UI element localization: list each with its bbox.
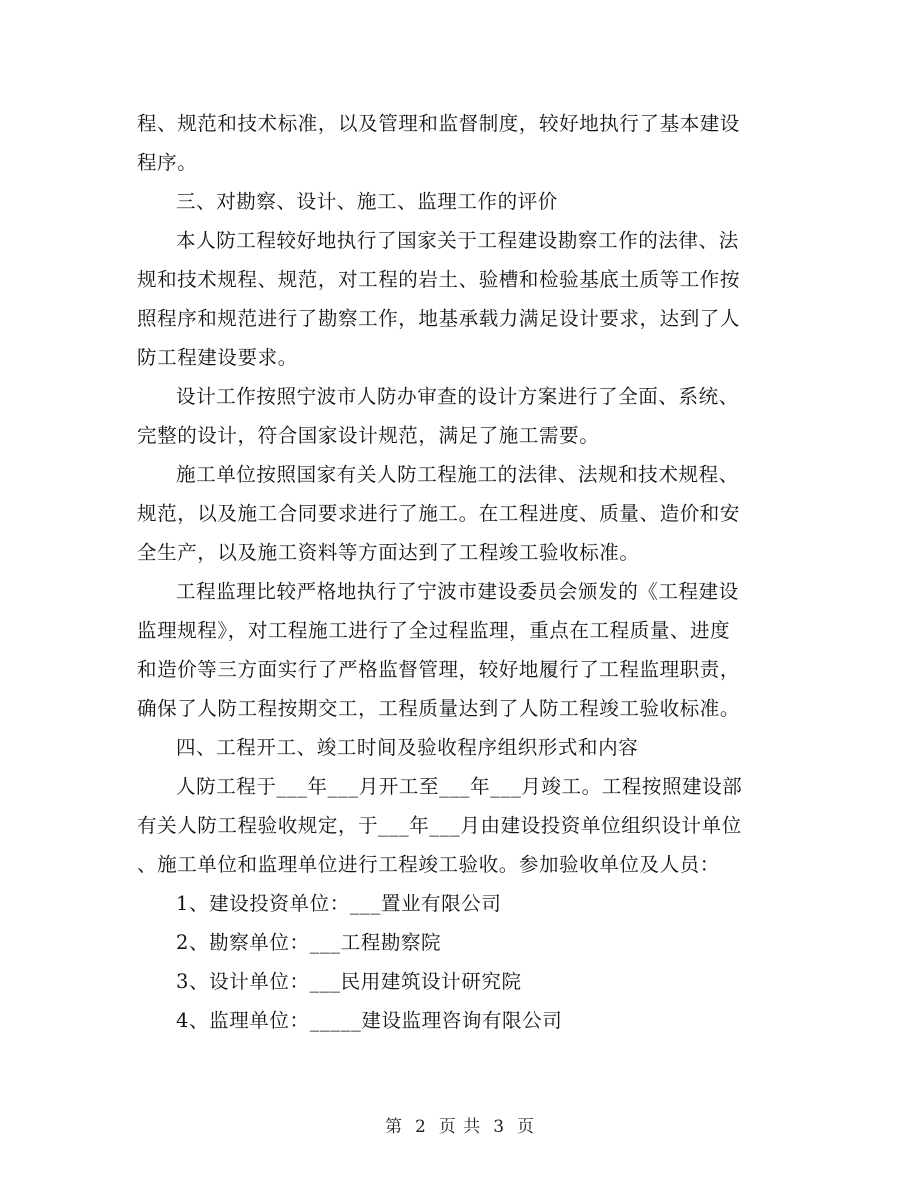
text-line: 程、规范和技术标准，以及管理和监督制度，较好地执行了基本建设 (137, 112, 741, 135)
text-line: 四、工程开工、竣工时间及验收程序组织形式和内容 (176, 736, 639, 759)
text-line: 、施工单位和监理单位进行工程竣工验收。参加验收单位及人员： (137, 853, 720, 876)
document-body (137, 104, 787, 1040)
text-line: 2、勘察单位：___工程勘察院 (176, 931, 442, 954)
text-line: 3、设计单位：___民用建筑设计研究院 (176, 970, 522, 993)
text-line: 本人防工程较好地执行了国家关于工程建设勘察工作的法律、法 (176, 229, 739, 252)
footer-middle: 页 共 (438, 1117, 482, 1137)
footer-prefix: 第 (384, 1117, 403, 1137)
text-line: 完整的设计，符合国家设计规范，满足了施工需要。 (137, 424, 600, 447)
text-line: 规范，以及施工合同要求进行了施工。在工程进度、质量、造价和安 (137, 502, 741, 525)
footer-page-number: 2 (414, 1117, 427, 1137)
text-line: 有关人防工程验收规定，于___年___月由建设投资单位组织设计单位 (137, 814, 742, 837)
text-line: 人防工程于___年___月开工至___年___月竣工。工程按照建设部 (176, 775, 743, 798)
text-line: 工程监理比较严格地执行了宁波市建设委员会颁发的《工程建设 (176, 580, 739, 603)
text-line: 三、对勘察、设计、施工、监理工作的评价 (176, 190, 558, 213)
text-line: 4、监理单位：_____建设监理咨询有限公司 (176, 1009, 563, 1032)
footer-suffix: 页 (517, 1117, 536, 1137)
text-line: 和造价等三方面实行了严格监督管理，较好地履行了工程监理职责， (137, 658, 741, 681)
text-line: 监理规程》，对工程施工进行了全过程监理，重点在工程质量、进度 (137, 619, 731, 642)
text-line: 全生产，以及施工资料等方面达到了工程竣工验收标准。 (137, 541, 640, 564)
text-line: 防工程建设要求。 (137, 346, 298, 369)
text-line: 施工单位按照国家有关人防工程施工的法律、法规和技术规程、 (176, 463, 739, 486)
text-line: 1、建设投资单位：___置业有限公司 (176, 892, 502, 915)
page-footer (0, 1112, 920, 1137)
text-line: 程序。 (137, 151, 198, 174)
text-line: 设计工作按照宁波市人防办审查的设计方案进行了全面、系统、 (176, 385, 739, 408)
footer-total-pages: 3 (493, 1117, 506, 1137)
text-line: 照程序和规范进行了勘察工作，地基承载力满足设计要求，达到了人 (137, 307, 741, 330)
text-line: 确保了人防工程按期交工，工程质量达到了人防工程竣工验收标准。 (137, 697, 741, 720)
text-line: 规和技术规程、规范，对工程的岩土、验槽和检验基底土质等工作按 (137, 268, 741, 291)
